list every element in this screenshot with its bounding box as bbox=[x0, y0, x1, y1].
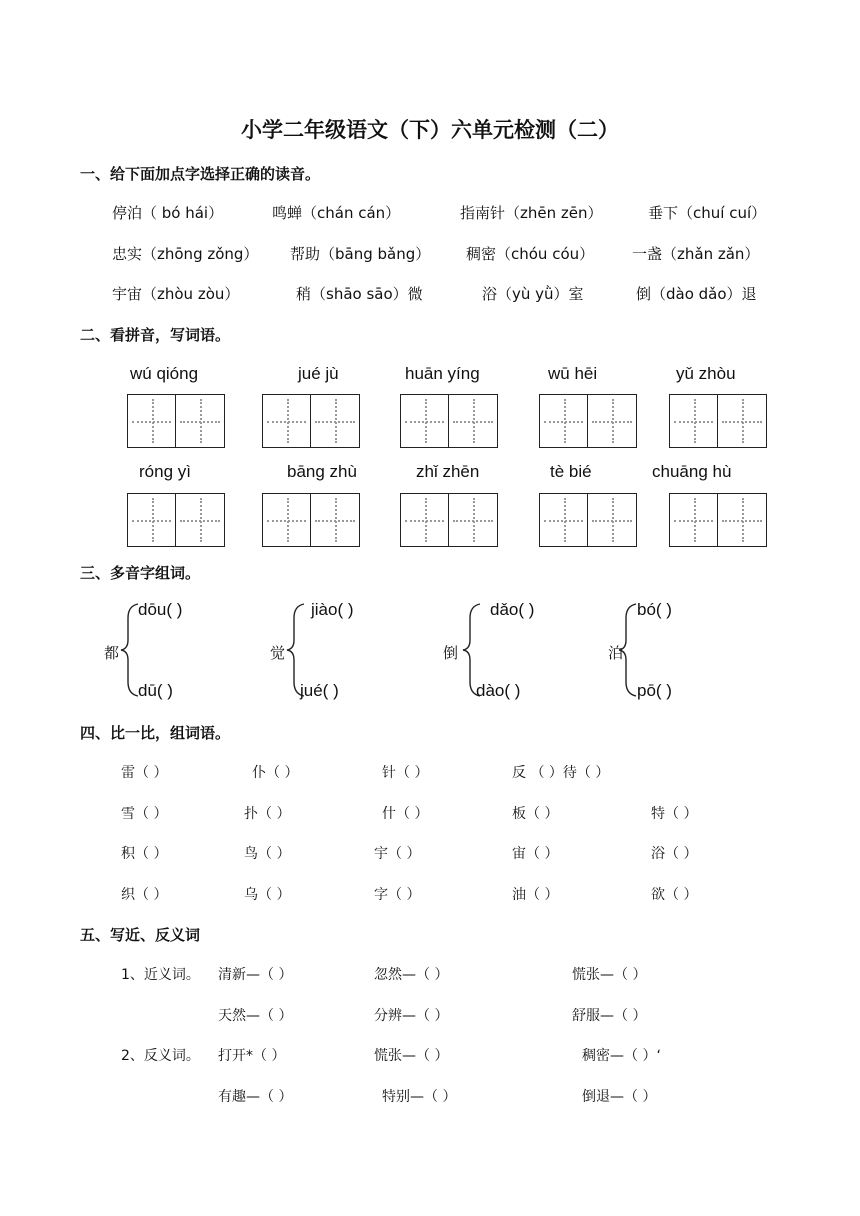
compare-item: 雷（ ） bbox=[121, 765, 168, 781]
antonym-label: 2、反义词。 bbox=[121, 1048, 200, 1064]
writing-grid[interactable] bbox=[400, 394, 498, 448]
polyphone-char: 觉 bbox=[270, 644, 286, 662]
compare-item: 积（ ） bbox=[121, 846, 168, 862]
writing-grid[interactable] bbox=[669, 493, 767, 547]
polyphone-bottom: dū( ) bbox=[138, 681, 173, 700]
compare-item: 欲（ ） bbox=[651, 887, 698, 903]
pinyin-label: róng yì bbox=[139, 462, 191, 481]
pinyin-label: wū hēi bbox=[548, 364, 598, 383]
polyphone-bottom: pō( ) bbox=[637, 681, 672, 700]
pinyin-label: huān yíng bbox=[405, 364, 480, 383]
q1-item: 鸣蝉（chán cán） bbox=[272, 204, 401, 222]
synonym-item: 慌张—（ ） bbox=[572, 967, 647, 983]
section-3-heading: 三、多音字组词。 bbox=[80, 564, 201, 582]
antonym-item: 慌张—（ ） bbox=[374, 1048, 449, 1064]
pinyin-label: wú qióng bbox=[130, 364, 199, 383]
q1-item: 浴（yù yǜ）室 bbox=[482, 285, 584, 303]
antonym-item: 稠密—（ ）‘ bbox=[582, 1048, 661, 1064]
writing-grid[interactable] bbox=[127, 493, 225, 547]
antonym-item: 倒退—（ ） bbox=[582, 1089, 657, 1105]
compare-item: 板（ ） bbox=[512, 806, 559, 822]
pinyin-label: tè bié bbox=[550, 462, 592, 481]
polyphone-char: 泊 bbox=[608, 644, 624, 662]
writing-grid[interactable] bbox=[262, 493, 360, 547]
synonym-item: 分辨—（ ） bbox=[374, 1008, 449, 1024]
writing-grid[interactable] bbox=[127, 394, 225, 448]
q1-item: 帮助（bāng bǎng） bbox=[290, 245, 431, 263]
section-5-heading: 五、写近、反义词 bbox=[80, 926, 201, 944]
writing-grid[interactable] bbox=[669, 394, 767, 448]
polyphone-bottom: dào( ) bbox=[476, 681, 521, 700]
compare-item: 什（ ） bbox=[382, 806, 429, 822]
compare-item: 扑（ ） bbox=[244, 806, 291, 822]
q1-item: 稠密（chóu cóu） bbox=[466, 245, 595, 263]
compare-item: 织（ ） bbox=[121, 887, 168, 903]
pinyin-label: zhǐ zhēn bbox=[416, 462, 480, 481]
polyphone-top: dǎo( ) bbox=[490, 600, 535, 619]
compare-item: 雪（ ） bbox=[121, 806, 168, 822]
pinyin-label: yǔ zhòu bbox=[676, 364, 736, 383]
compare-item: 字（ ） bbox=[374, 887, 421, 903]
synonym-label: 1、近义词。 bbox=[121, 967, 200, 983]
writing-grid[interactable] bbox=[539, 394, 637, 448]
antonym-item: 特别—（ ） bbox=[382, 1089, 457, 1105]
polyphone-char: 倒 bbox=[443, 644, 459, 662]
q1-item: 垂下（chuí cuí） bbox=[648, 204, 767, 222]
compare-item: 针（ ） bbox=[382, 765, 429, 781]
synonym-item: 清新—（ ） bbox=[218, 967, 293, 983]
compare-item: 浴（ ） bbox=[651, 846, 698, 862]
antonym-item: 有趣—（ ） bbox=[218, 1089, 293, 1105]
pinyin-label: chuāng hù bbox=[652, 462, 732, 481]
writing-grid[interactable] bbox=[539, 493, 637, 547]
q1-item: 稍（shāo sāo）微 bbox=[296, 285, 423, 303]
q1-item: 宇宙（zhòu zòu） bbox=[112, 285, 240, 303]
polyphone-char: 都 bbox=[104, 644, 120, 662]
synonym-item: 舒服—（ ） bbox=[572, 1008, 647, 1024]
section-2-heading: 二、看拼音，写词语。 bbox=[80, 326, 231, 344]
compare-item: 乌（ ） bbox=[244, 887, 291, 903]
q1-item: 倒（dào dǎo）退 bbox=[636, 285, 757, 303]
polyphone-top: bó( ) bbox=[637, 600, 672, 619]
compare-item: 宇（ ） bbox=[374, 846, 421, 862]
compare-item: 宙（ ） bbox=[512, 846, 559, 862]
compare-item: 鸟（ ） bbox=[244, 846, 291, 862]
pinyin-label: bāng zhù bbox=[287, 462, 357, 481]
q1-item: 停泊（ bó hái） bbox=[112, 204, 224, 222]
polyphone-bottom: jué( ) bbox=[300, 681, 339, 700]
antonym-item: 打开*（ ） bbox=[218, 1048, 286, 1064]
pinyin-label: jué jù bbox=[298, 364, 339, 383]
synonym-item: 忽然—（ ） bbox=[374, 967, 449, 983]
writing-grid[interactable] bbox=[400, 493, 498, 547]
polyphone-top: jiào( ) bbox=[311, 600, 354, 619]
compare-item: 油（ ） bbox=[512, 887, 559, 903]
page-title: 小学二年级语文（下）六单元检测（二） bbox=[241, 118, 619, 142]
q1-item: 指南针（zhēn zēn） bbox=[460, 204, 603, 222]
q1-item: 忠实（zhōng zǒng） bbox=[112, 245, 259, 263]
compare-item: 仆（ ） bbox=[252, 765, 299, 781]
q1-item: 一盏（zhǎn zǎn） bbox=[632, 245, 760, 263]
section-4-heading: 四、比一比，组词语。 bbox=[80, 724, 231, 742]
writing-grid[interactable] bbox=[262, 394, 360, 448]
compare-item: 特（ ） bbox=[651, 806, 698, 822]
section-1-heading: 一、给下面加点字选择正确的读音。 bbox=[80, 165, 321, 183]
synonym-item: 天然—（ ） bbox=[218, 1008, 293, 1024]
polyphone-top: dōu( ) bbox=[138, 600, 183, 619]
compare-item: 反 （ ）待（ ） bbox=[512, 765, 610, 781]
